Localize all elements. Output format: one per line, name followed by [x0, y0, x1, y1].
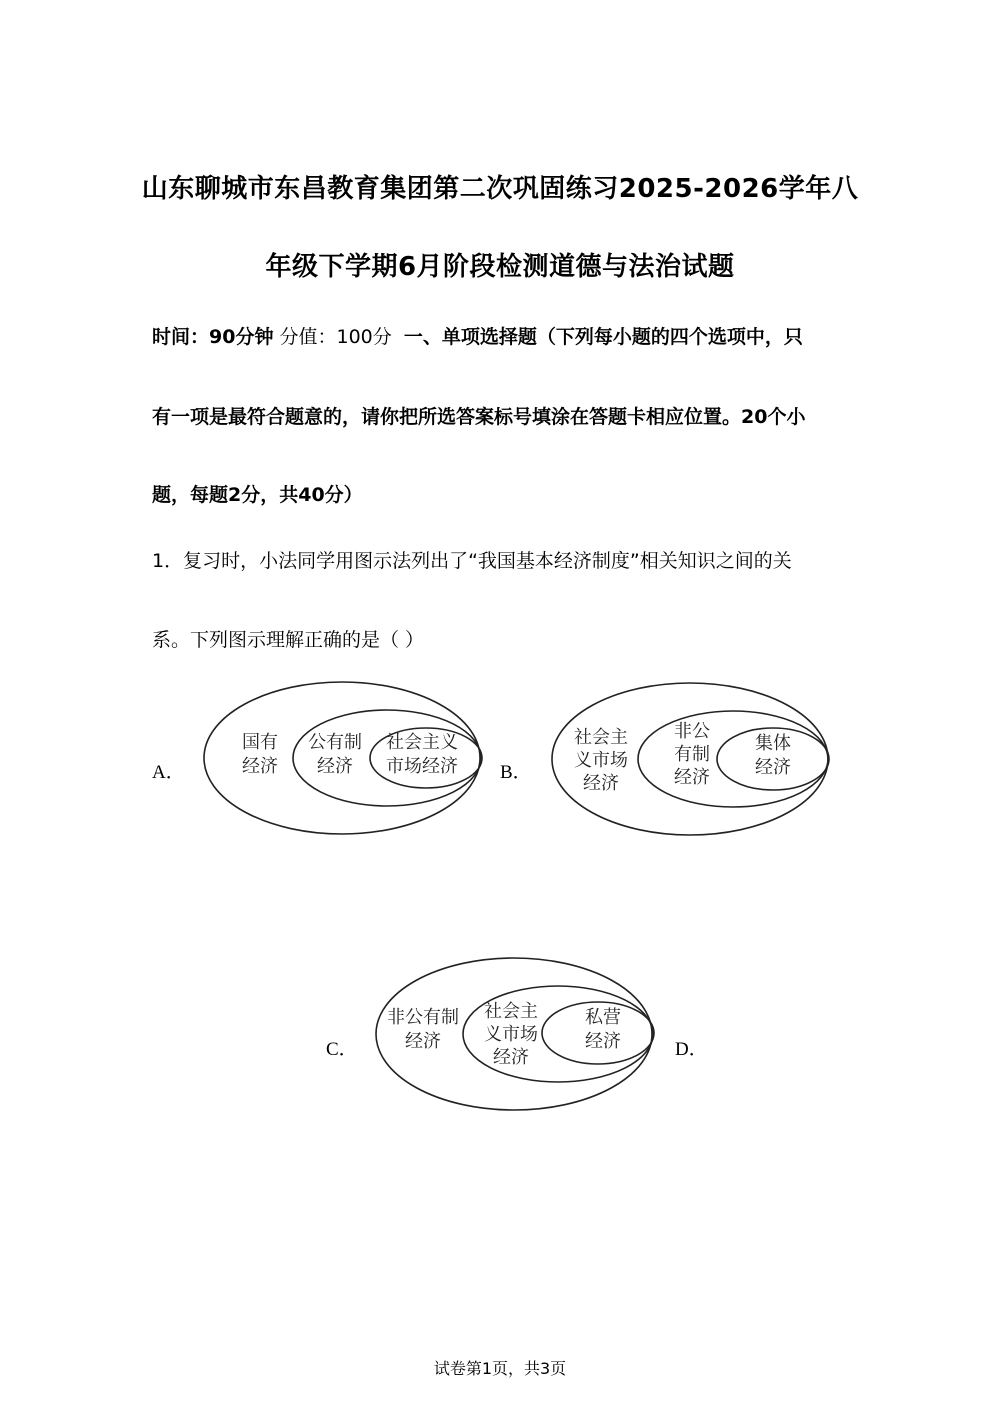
page-title-line-1: 山东聊城市东昌教育集团第二次巩固练习2025-2026学年八	[141, 174, 859, 204]
option-b-middle-text-3: 经济	[674, 767, 710, 788]
option-a-inner-text-2: 市场经济	[386, 756, 458, 777]
option-a-outer-text-1: 国有	[242, 732, 278, 753]
option-b-inner-text-1: 集体	[755, 733, 791, 754]
section-instructions-line-2: 有一项是最符合题意的，请你把所选答案标号填涂在答题卡相应位置。20个小	[152, 406, 806, 428]
option-b-inner-text-2: 经济	[755, 757, 791, 778]
option-c-outer-text-1: 非公有制	[387, 1007, 459, 1028]
page-title-line-2: 年级下学期6月阶段检测道德与法治试题	[265, 252, 735, 282]
option-b-outer-text-2: 义市场	[574, 750, 628, 771]
option-b-middle-ellipse	[638, 711, 828, 807]
time-label: 时间：90分钟	[152, 326, 274, 348]
option-d-label: D．	[675, 1039, 708, 1060]
score-label: 分值：100分	[279, 326, 392, 348]
option-b-middle-text-2: 有制	[674, 744, 710, 765]
option-c-middle-text-2: 义市场	[484, 1024, 538, 1045]
option-b-outer-text-3: 经济	[583, 773, 619, 794]
option-a-label: A．	[152, 762, 185, 783]
page-footer: 试卷第1页，共3页	[433, 1359, 567, 1378]
option-c-diagram	[372, 953, 662, 1115]
option-b-diagram	[548, 678, 838, 840]
option-b-label: B．	[500, 762, 532, 783]
option-c-middle-text-3: 经济	[493, 1047, 529, 1068]
option-a-diagram	[200, 678, 490, 838]
option-c-outer-text-2: 经济	[405, 1031, 441, 1052]
question-1-stem-line-1: 1．复习时，小法同学用图示法列出了“我国基本经济制度”相关知识之间的关	[152, 550, 792, 572]
question-1-stem-line-2: 系。下列图示理解正确的是（ ）	[152, 629, 425, 651]
section-heading: 一、单项选择题（下列每小题的四个选项中，只	[403, 326, 803, 348]
option-b-middle-text-1: 非公	[674, 721, 710, 742]
option-a-inner-text-1: 社会主义	[386, 732, 458, 753]
option-c-middle-text-1: 社会主	[484, 1001, 538, 1022]
exam-info-line	[152, 322, 852, 349]
option-a-outer-text-2: 经济	[242, 756, 278, 777]
option-a-middle-text-2: 经济	[317, 756, 353, 777]
option-a-middle-text-1: 公有制	[308, 732, 362, 753]
option-b-outer-text-1: 社会主	[574, 727, 628, 748]
option-c-label: C．	[326, 1039, 358, 1060]
section-instructions-line-3: 题，每题2分，共40分）	[152, 484, 363, 506]
option-c-inner-text-1: 私营	[585, 1007, 621, 1028]
option-c-inner-text-2: 经济	[585, 1031, 621, 1052]
